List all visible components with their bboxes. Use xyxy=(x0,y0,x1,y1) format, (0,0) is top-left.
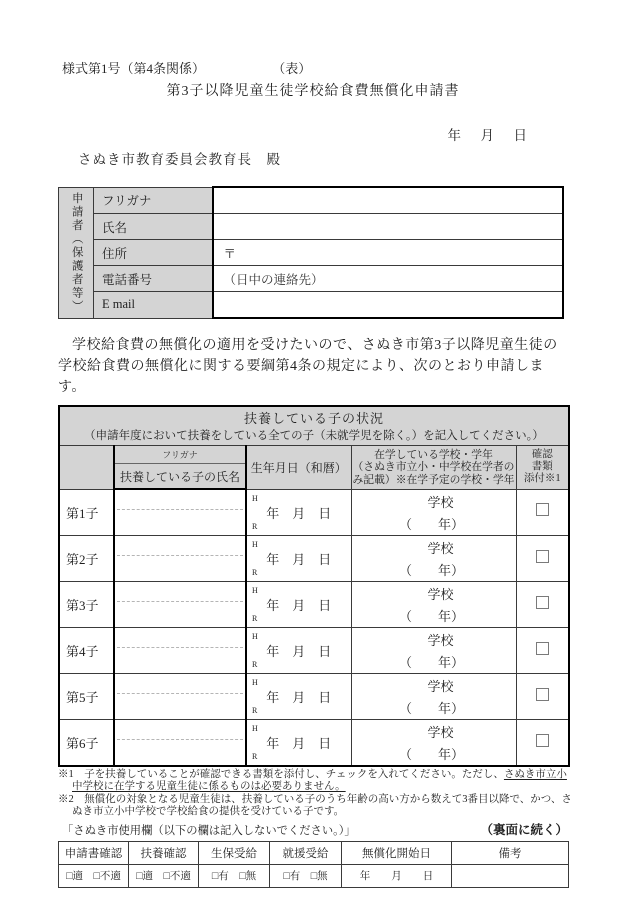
child-5-label: 第5子 xyxy=(59,674,114,720)
child-row-4 xyxy=(59,628,569,674)
office-caption-row xyxy=(58,822,568,838)
footnotes xyxy=(58,769,572,819)
child-4-label: 第4子 xyxy=(59,628,114,674)
continue-on-back-note: （裏面に続く） xyxy=(480,822,568,837)
child-6-doc-checkbox[interactable] xyxy=(536,734,549,747)
era-heisei-label: H xyxy=(252,493,258,503)
child-4-doc-check-cell xyxy=(516,628,569,674)
child-3-label: 第3子 xyxy=(59,582,114,628)
child-index-header xyxy=(59,446,114,490)
child-4-doc-checkbox[interactable] xyxy=(536,642,549,655)
check-doc-header: 確認 書類 添付※1 xyxy=(516,446,569,490)
office-value-row xyxy=(59,864,569,887)
furigana-label: フリガナ xyxy=(94,187,213,214)
exemption-start-date-header: 無償化開始日 xyxy=(342,841,452,864)
applicant-row-phone xyxy=(59,266,563,292)
era-reiwa-label: R xyxy=(252,568,258,577)
footnote-1-underline: さぬき市立小中学校に在学する児童生徒に係るものは必要ありません。 xyxy=(72,769,567,793)
children-table-header-row xyxy=(59,446,569,490)
child-5-doc-checkbox[interactable] xyxy=(536,688,549,701)
address-label: 住所 xyxy=(94,240,213,266)
application-check-options[interactable]: □適 □不適 xyxy=(59,864,129,887)
addressee: さぬき市教育委員会教育長 殿 xyxy=(78,152,281,167)
child-6-school-field[interactable]: 学校 （ 年） xyxy=(351,720,516,767)
children-table-subtitle: （申請年度において扶養をしている全ての子（未就学児を除く。）を記入してください。） xyxy=(84,430,544,442)
child-1-label: 第1子 xyxy=(59,489,114,536)
child-5-doc-check-cell xyxy=(516,674,569,720)
school-aid-header: 就援受給 xyxy=(270,841,342,864)
child-1-school-field[interactable]: 学校 （ 年） xyxy=(351,489,516,536)
child-row-1 xyxy=(59,489,569,536)
era-heisei-label: H xyxy=(252,724,258,733)
child-1-birthdate-field[interactable]: H R 年 月 日 xyxy=(246,489,351,536)
child-5-name-field[interactable] xyxy=(114,674,246,720)
school-header: 在学している学校・学年 （さぬき市立小・中学校在学者の み記載）※在学予定の学校・学年 xyxy=(351,446,516,490)
furigana-divider xyxy=(117,601,243,602)
child-6-doc-check-cell xyxy=(516,720,569,767)
page-title: 第3子以降児童生徒学校給食費無償化申請書 xyxy=(166,84,460,99)
era-reiwa-label: R xyxy=(252,614,258,623)
children-table xyxy=(58,405,570,767)
footnote-2: ※2 無償化の対象となる児童生徒は、扶養している子のうち年齢の高い方から数えて3番目以降で、かつ、さぬき市立小中学校で学校給食の提供を受けている子です。 xyxy=(58,793,572,818)
era-reiwa-label: R xyxy=(252,522,258,531)
applicant-group-label: 申請者（保護者等） xyxy=(59,187,94,318)
era-heisei-label: H xyxy=(252,586,258,595)
phone-label: 電話番号 xyxy=(94,266,213,292)
form-header-row xyxy=(62,58,568,76)
office-use-table xyxy=(58,841,569,888)
child-row-6 xyxy=(59,720,569,767)
furigana-divider xyxy=(117,509,243,510)
email-field[interactable] xyxy=(213,292,563,319)
dependent-check-header: 扶養確認 xyxy=(129,841,199,864)
child-4-birthdate-field[interactable]: H R 年 月 日 xyxy=(246,628,351,674)
child-1-doc-checkbox[interactable] xyxy=(536,503,549,516)
form-number: 様式第1号（第4条関係） xyxy=(62,61,206,76)
era-heisei-label: H xyxy=(252,540,258,549)
era-reiwa-label: R xyxy=(252,752,258,761)
children-table-title: 扶養している子の状況 xyxy=(244,411,385,426)
child-5-birthdate-field[interactable]: H R 年 月 日 xyxy=(246,674,351,720)
child-4-name-field[interactable] xyxy=(114,628,246,674)
furigana-field[interactable] xyxy=(213,187,563,214)
child-2-birthdate-field[interactable]: H R 年 月 日 xyxy=(246,536,351,582)
child-2-name-field[interactable] xyxy=(114,536,246,582)
exemption-start-date-field[interactable]: 年 月 日 xyxy=(342,864,452,887)
furigana-divider xyxy=(117,739,243,740)
address-field[interactable]: 〒 xyxy=(213,240,563,266)
child-1-doc-check-cell xyxy=(516,489,569,536)
era-reiwa-label: R xyxy=(252,706,258,715)
child-1-name-field[interactable] xyxy=(114,489,246,536)
email-label: E mail xyxy=(94,292,213,319)
furigana-header: フリガナ xyxy=(115,446,245,464)
era-heisei-label: H xyxy=(252,632,258,641)
child-row-2 xyxy=(59,536,569,582)
welfare-receipt-options[interactable]: □有 □無 xyxy=(199,864,270,887)
child-3-school-field[interactable]: 学校 （ 年） xyxy=(351,582,516,628)
remarks-header: 備考 xyxy=(452,841,569,864)
furigana-divider xyxy=(117,555,243,556)
child-2-school-field[interactable]: 学校 （ 年） xyxy=(351,536,516,582)
birthdate-header: 生年月日（和暦） xyxy=(246,446,351,490)
application-check-header: 申請書確認 xyxy=(59,841,129,864)
child-6-name-field[interactable] xyxy=(114,720,246,767)
dependent-check-options[interactable]: □適 □不適 xyxy=(129,864,199,887)
child-4-school-field[interactable]: 学校 （ 年） xyxy=(351,628,516,674)
applicant-table xyxy=(58,186,564,319)
phone-field[interactable]: （日中の連絡先） xyxy=(213,266,563,292)
child-5-school-field[interactable]: 学校 （ 年） xyxy=(351,674,516,720)
child-2-label: 第2子 xyxy=(59,536,114,582)
child-2-doc-check-cell xyxy=(516,536,569,582)
child-name-header: フリガナ 扶養している子の氏名 xyxy=(114,446,246,490)
office-use-caption: 「さぬき市使用欄（以下の欄は記入しないでください。）」 xyxy=(62,824,356,837)
era-heisei-label: H xyxy=(252,678,258,687)
furigana-divider xyxy=(117,693,243,694)
furigana-divider xyxy=(117,647,243,648)
child-6-label: 第6子 xyxy=(59,720,114,767)
name-field[interactable] xyxy=(213,214,563,240)
child-3-birthdate-field[interactable]: H R 年 月 日 xyxy=(246,582,351,628)
child-3-doc-checkbox[interactable] xyxy=(536,596,549,609)
school-aid-options[interactable]: □有 □無 xyxy=(270,864,342,887)
declaration-text: 学校給食費の無償化の適用を受けたいので、さぬき市第3子以降児童生徒の学校給食費の無償化に関する要綱第4条の規定により、次のとおり申請します。 xyxy=(58,338,558,395)
era-reiwa-label: R xyxy=(252,660,258,669)
child-row-3 xyxy=(59,582,569,628)
side-label: （表） xyxy=(272,61,312,76)
office-header-row xyxy=(59,841,569,864)
footnote-1: ※1 子を扶養していることが確認できる書類を添付し、チェックを入れてください。ただし、さぬき市立小中学校に在学する児童生徒に係るものは必要ありません。 xyxy=(58,769,567,793)
application-date-field[interactable]: 年 月 日 xyxy=(447,128,530,143)
child-3-name-field[interactable] xyxy=(114,582,246,628)
children-table-title-row xyxy=(59,406,569,446)
child-2-doc-checkbox[interactable] xyxy=(536,550,549,563)
remarks-field[interactable] xyxy=(452,864,569,887)
welfare-receipt-header: 生保受給 xyxy=(199,841,270,864)
applicant-row-address xyxy=(59,240,563,266)
applicant-row-email xyxy=(59,292,563,319)
child-3-doc-check-cell xyxy=(516,582,569,628)
child-6-birthdate-field[interactable]: H R 年 月 日 xyxy=(246,720,351,767)
applicant-row-furigana xyxy=(59,187,563,214)
applicant-row-name xyxy=(59,214,563,240)
child-row-5 xyxy=(59,674,569,720)
name-label: 氏名 xyxy=(94,214,213,240)
